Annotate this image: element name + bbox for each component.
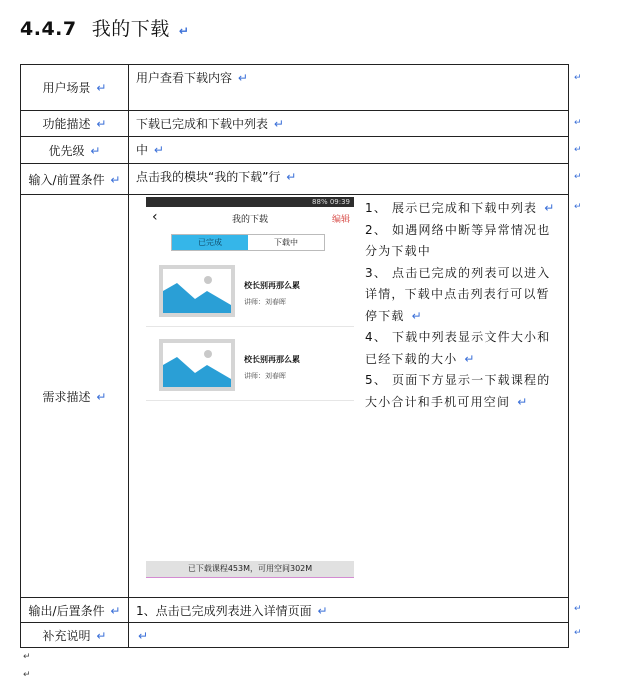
course-item[interactable] xyxy=(146,259,354,327)
section-number: 4.4.7 xyxy=(20,18,77,40)
row-end-mark-icon: ↵ xyxy=(574,202,582,212)
row-label-requirements: 需求描述 ↵ xyxy=(21,195,129,598)
row-label-priority: 优先级 ↵ xyxy=(21,137,129,164)
requirement-item: 5、 页面下方显示一下载课程的大小合计和手机可用空间 ↵ xyxy=(365,373,551,409)
requirements-table xyxy=(20,64,569,648)
row-value-input: 点击我的模块“我的下载”行 ↵ xyxy=(129,164,569,195)
row-end-mark-icon: ↵ xyxy=(574,145,582,155)
tab-completed[interactable]: 已完成 xyxy=(172,235,248,250)
row-label-input: 输入/前置条件 ↵ xyxy=(21,164,129,195)
edit-button[interactable]: 编辑 xyxy=(331,215,350,225)
image-placeholder-icon xyxy=(163,269,231,313)
download-tabs xyxy=(171,234,325,251)
section-title: 我的下载 xyxy=(91,18,170,40)
requirement-item: 1、 展示已完成和下载中列表 ↵ xyxy=(365,201,556,215)
course-title: 校长别再那么累 xyxy=(244,355,300,364)
course-teacher: 讲师：刘春晖 xyxy=(244,298,286,306)
phone-mockup xyxy=(146,197,354,578)
row-label-notes: 补充说明 ↵ xyxy=(21,623,129,648)
course-title: 校长别再那么累 xyxy=(244,281,300,290)
row-value-function: 下载已完成和下载中列表 ↵ xyxy=(129,111,569,137)
app-bar xyxy=(146,207,354,227)
paragraph-mark-icon: ↵ xyxy=(23,652,31,662)
storage-summary: 已下载课程453M，可用空间302M xyxy=(146,561,354,578)
row-end-mark-icon: ↵ xyxy=(574,628,582,638)
tab-downloading[interactable]: 下载中 xyxy=(274,238,298,247)
row-value-output: 1、点击已完成列表进入详情页面 ↵ xyxy=(129,598,569,623)
requirement-item: 2、 如遇网络中断等异常情况也分为下载中 xyxy=(365,222,551,258)
image-placeholder-icon xyxy=(163,343,231,387)
row-label-scenario: 用户场景 ↵ xyxy=(21,65,129,111)
row-label-output: 输出/后置条件 ↵ xyxy=(21,598,129,623)
course-teacher: 讲师：刘春晖 xyxy=(244,372,286,380)
row-end-mark-icon: ↵ xyxy=(574,172,582,182)
row-value-requirements xyxy=(129,195,569,598)
requirement-list xyxy=(365,198,561,413)
row-value-priority: 中 ↵ xyxy=(129,137,569,164)
row-label-function: 功能描述 ↵ xyxy=(21,111,129,137)
row-value-scenario: 用户查看下载内容 ↵ xyxy=(129,65,569,111)
course-thumbnail xyxy=(159,339,235,391)
row-end-mark-icon: ↵ xyxy=(574,118,582,128)
course-item[interactable] xyxy=(146,333,354,401)
paragraph-mark-icon: ↵ xyxy=(23,670,31,680)
status-bar: 88% 09:39 xyxy=(146,197,354,207)
back-arrow-icon[interactable]: ‹ xyxy=(152,209,158,225)
section-heading xyxy=(20,14,189,41)
app-title: 我的下载 xyxy=(231,215,268,225)
row-end-mark-icon: ↵ xyxy=(574,604,582,614)
row-end-mark-icon: ↵ xyxy=(574,73,582,83)
row-value-notes: ↵ xyxy=(129,623,569,648)
requirement-item: 3、 点击已完成的列表可以进入详情，下载中点击列表行可以暂停下载 ↵ xyxy=(365,265,551,323)
course-thumbnail xyxy=(159,265,235,317)
paragraph-mark-icon: ↵ xyxy=(178,24,190,38)
requirement-item: 4、 下载中列表显示文件大小和已经下载的大小 ↵ xyxy=(365,330,551,366)
